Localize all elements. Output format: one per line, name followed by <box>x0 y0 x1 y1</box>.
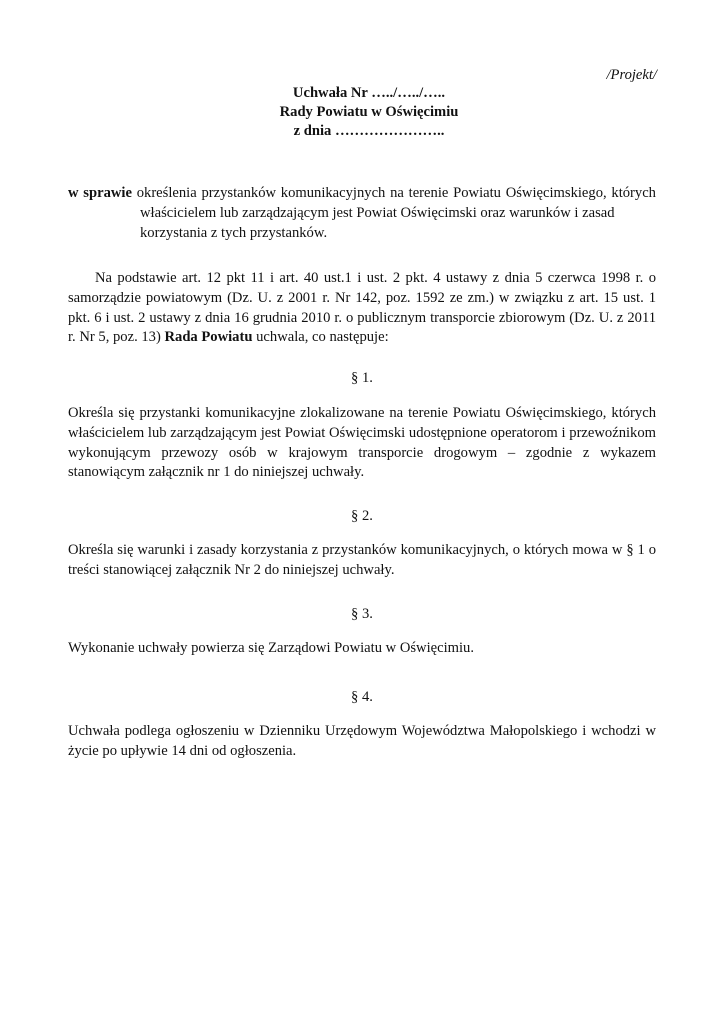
subject-line-2: właścicielem lub zarządzającym jest Powiat Oświęcimski oraz warunków i zasad <box>140 204 615 221</box>
section-mark-2: § 2. <box>351 508 373 524</box>
section-2-paragraph: Określa się warunki i zasady korzystania z przystanków komunikacyjnych, o których mowa w § 1 o treści stanowiącej załącznik Nr 2 do niniejszej uchwały. <box>68 542 656 578</box>
section-4-paragraph: Uchwała podlega ogłoszeniu w Dzienniku Urzędowym Województwa Małopolskiego i wchodzi w życie po upływie 14 dni od ogłoszenia. <box>68 723 656 759</box>
council-bold: Rada Powiatu <box>164 329 253 346</box>
section-mark-4: § 4. <box>351 689 373 705</box>
section-mark-1: § 1. <box>351 370 373 386</box>
section-3-paragraph: Wykonanie uchwały powierza się Zarządowi Powiatu w Oświęcimiu. <box>68 640 475 656</box>
legal-basis <box>68 269 656 348</box>
section-text-2 <box>68 541 656 581</box>
subject-section <box>68 184 656 243</box>
section-1-paragraph: Określa się przystanki komunikacyjne zlokalizowane na terenie Powiatu Oświęcimskiego, których właścicielem lub zarządzającym jest Powiat Oświęcimski udostępnione operatorom i przewoźnikom wykonującym przewozy osób w krajowym transporcie drogowym – zgodnie z wykazem stanowiącym załącznik nr 1 do niniejszej uchwały. <box>68 405 656 481</box>
subject-line-1 <box>68 184 656 204</box>
legal-basis-end: uchwala, co następuje: <box>256 329 389 346</box>
council-name: Rady Powiatu w Oświęcimiu <box>279 104 459 120</box>
legal-basis-paragraph <box>68 269 656 348</box>
section-text-4 <box>68 722 656 762</box>
section-text-3 <box>68 639 656 659</box>
resolution-header <box>0 84 724 141</box>
draft-label: /Projekt/ <box>606 67 657 83</box>
resolution-number: Uchwała Nr …../…../….. <box>292 85 446 101</box>
resolution-date: z dnia ………………….. <box>293 123 445 139</box>
subject-lead: w sprawie <box>68 185 132 201</box>
subject-text-1: określenia przystanków komunikacyjnych na terenie Powiatu Oświęcimskiego, których <box>136 185 656 201</box>
section-mark-3: § 3. <box>351 606 373 622</box>
legal-basis-text: Na podstawie art. 12 pkt 11 i art. 40 ust.1 i ust. 2 pkt. 4 ustawy z dnia 5 czerwca 1998 r. o samorządzie powiatowym (Dz. U. z 2001 r. Nr 142, poz. 1592 ze zm.) w związku z art. 15 ust. 1 pkt. 6 i ust. 2 ustawy z dnia 16 grudnia 2010 r. o publicznym transporcie zbiorowym (Dz. U. z 2011 r. Nr 5, poz. 13) <box>68 270 656 346</box>
section-text-1 <box>68 404 656 483</box>
subject-line-3: korzystania z tych przystanków. <box>140 224 328 241</box>
